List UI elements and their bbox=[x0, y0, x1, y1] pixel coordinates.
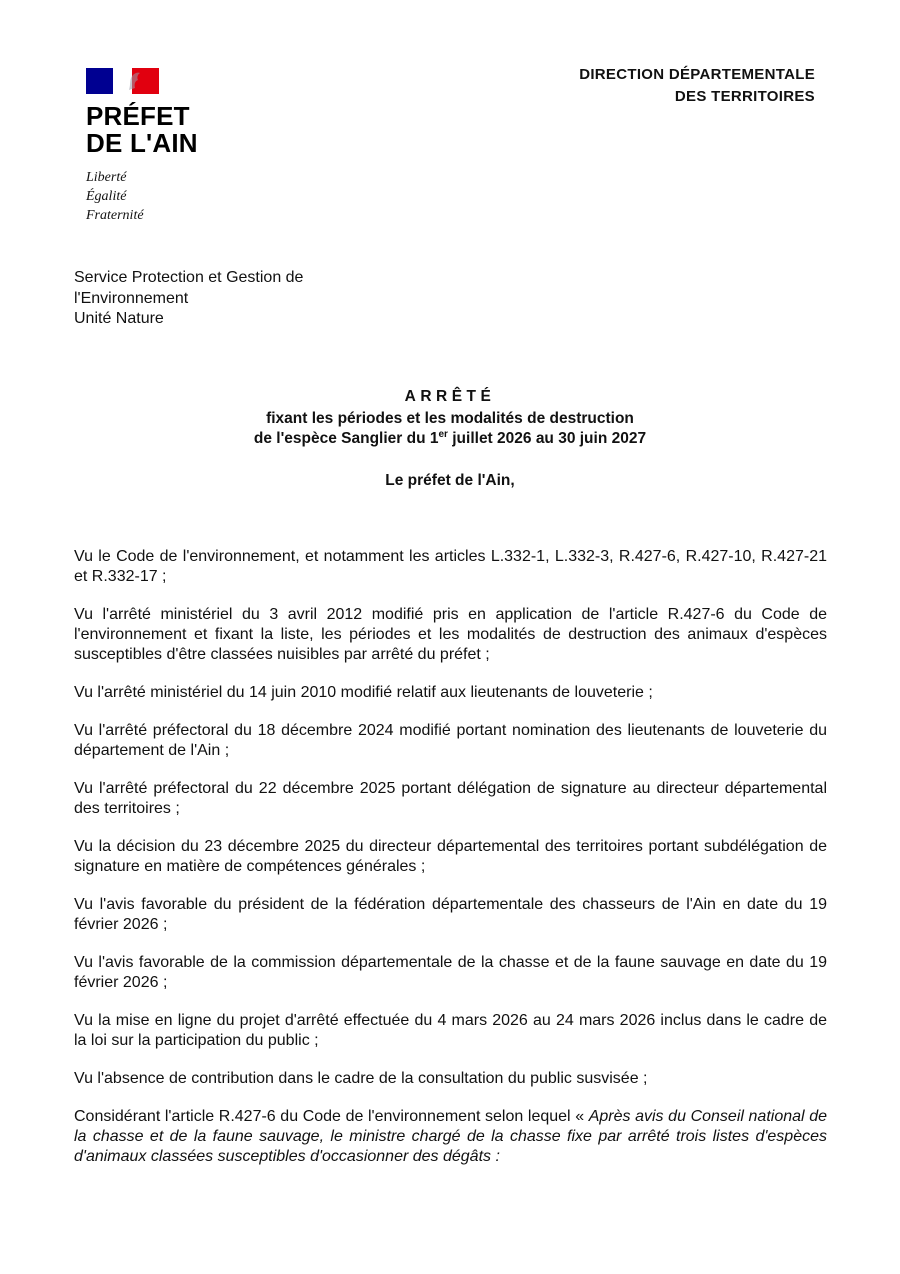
motto-fraternite: Fraternité bbox=[86, 208, 144, 223]
logo-line-ain: DE L'AIN bbox=[86, 128, 198, 158]
title-line-1: fixant les périodes et les modalités de destruction bbox=[266, 409, 634, 427]
title-superscript: er bbox=[438, 428, 448, 440]
paragraph-vu-subdelegation: Vu la décision du 23 décembre 2025 du directeur départemental des territoires portant subdélégation de signature en matière de compétences générales ; bbox=[74, 838, 827, 875]
paragraph-vu-absence-contribution: Vu l'absence de contribution dans le cadre de la consultation du public susvisée ; bbox=[74, 1070, 648, 1087]
title-line-2-start: de l'espèce Sanglier du 1 bbox=[253, 430, 439, 447]
prefet-heading: Le préfet de l'Ain, bbox=[385, 472, 515, 489]
paragraph-vu-arrete-2010: Vu l'arrêté ministériel du 14 juin 2010 modifié relatif aux lieutenants de louveterie ; bbox=[74, 684, 653, 701]
document-body bbox=[74, 547, 827, 1185]
considerant-intro: Considérant l'article R.427-6 du Code de l'environnement selon lequel « bbox=[74, 1108, 589, 1125]
paragraph-vu-mise-en-ligne: Vu la mise en ligne du projet d'arrêté effectuée du 4 mars 2026 au 24 mars 2026 inclus dans le cadre de la loi sur la participation du public ; bbox=[74, 1012, 827, 1049]
republic-motto bbox=[86, 168, 246, 225]
paragraph-vu-avis-commission: Vu l'avis favorable de la commission départementale de la chasse et de la faune sauvage en date du 19 février 2026 ; bbox=[74, 954, 827, 991]
logo-title bbox=[86, 103, 246, 157]
prefecture-logo bbox=[86, 68, 246, 225]
title-line-2 bbox=[0, 429, 900, 450]
title-line-2-end: juillet 2026 au 30 juin 2027 bbox=[447, 430, 647, 447]
paragraph-vu-avis-federation: Vu l'avis favorable du président de la fédération départementale des chasseurs de l'Ain en date du 19 février 2026 ; bbox=[74, 896, 827, 933]
motto-egalite: Égalité bbox=[86, 189, 127, 204]
motto-liberte: Liberté bbox=[86, 170, 127, 185]
title-arrete: ARRÊTÉ bbox=[404, 388, 496, 405]
service-line-2: l'Environnement bbox=[74, 289, 189, 307]
direction-line-1: DIRECTION DÉPARTEMENTALE bbox=[579, 66, 815, 83]
service-line-3: Unité Nature bbox=[74, 310, 164, 327]
considerant-quote: Après avis du Conseil national de la chasse et de la faune sauvage, le ministre chargé de la chasse fixe par arrêté trois listes d'espèces d'animaux classées susceptibles d'occasionner des dégâts : bbox=[74, 1108, 827, 1165]
paragraph-vu-arrete-2024: Vu l'arrêté préfectoral du 18 décembre 2024 modifié portant nomination des lieutenants de louveterie du département de l'Ain ; bbox=[74, 722, 827, 759]
document-title bbox=[0, 387, 900, 450]
paragraph-vu-arrete-2012: Vu l'arrêté ministériel du 3 avril 2012 modifié pris en application de l'article R.427-6 du Code de l'environnement et fixant la liste, les périodes et les modalités de destruction des animaux d'espèces susceptibles d'être classées nuisibles par arrêté du préfet ; bbox=[74, 606, 827, 663]
service-block bbox=[74, 268, 303, 330]
service-line-1: Service Protection et Gestion de bbox=[74, 269, 304, 286]
paragraph-vu-code: Vu le Code de l'environnement, et notamment les articles L.332-1, L.332-3, R.427-6, R.427-10, R.427-21 et R.332-17 ; bbox=[74, 548, 827, 585]
logo-line-prefet: PRÉFET bbox=[86, 101, 190, 131]
direction-header bbox=[579, 64, 815, 108]
direction-line-2: DES TERRITOIRES bbox=[674, 88, 815, 105]
paragraph-vu-delegation: Vu l'arrêté préfectoral du 22 décembre 2025 portant délégation de signature au directeur départemental des territoires ; bbox=[74, 780, 827, 817]
paragraph-considerant bbox=[74, 1107, 827, 1167]
marianne-flag-icon bbox=[86, 68, 159, 94]
